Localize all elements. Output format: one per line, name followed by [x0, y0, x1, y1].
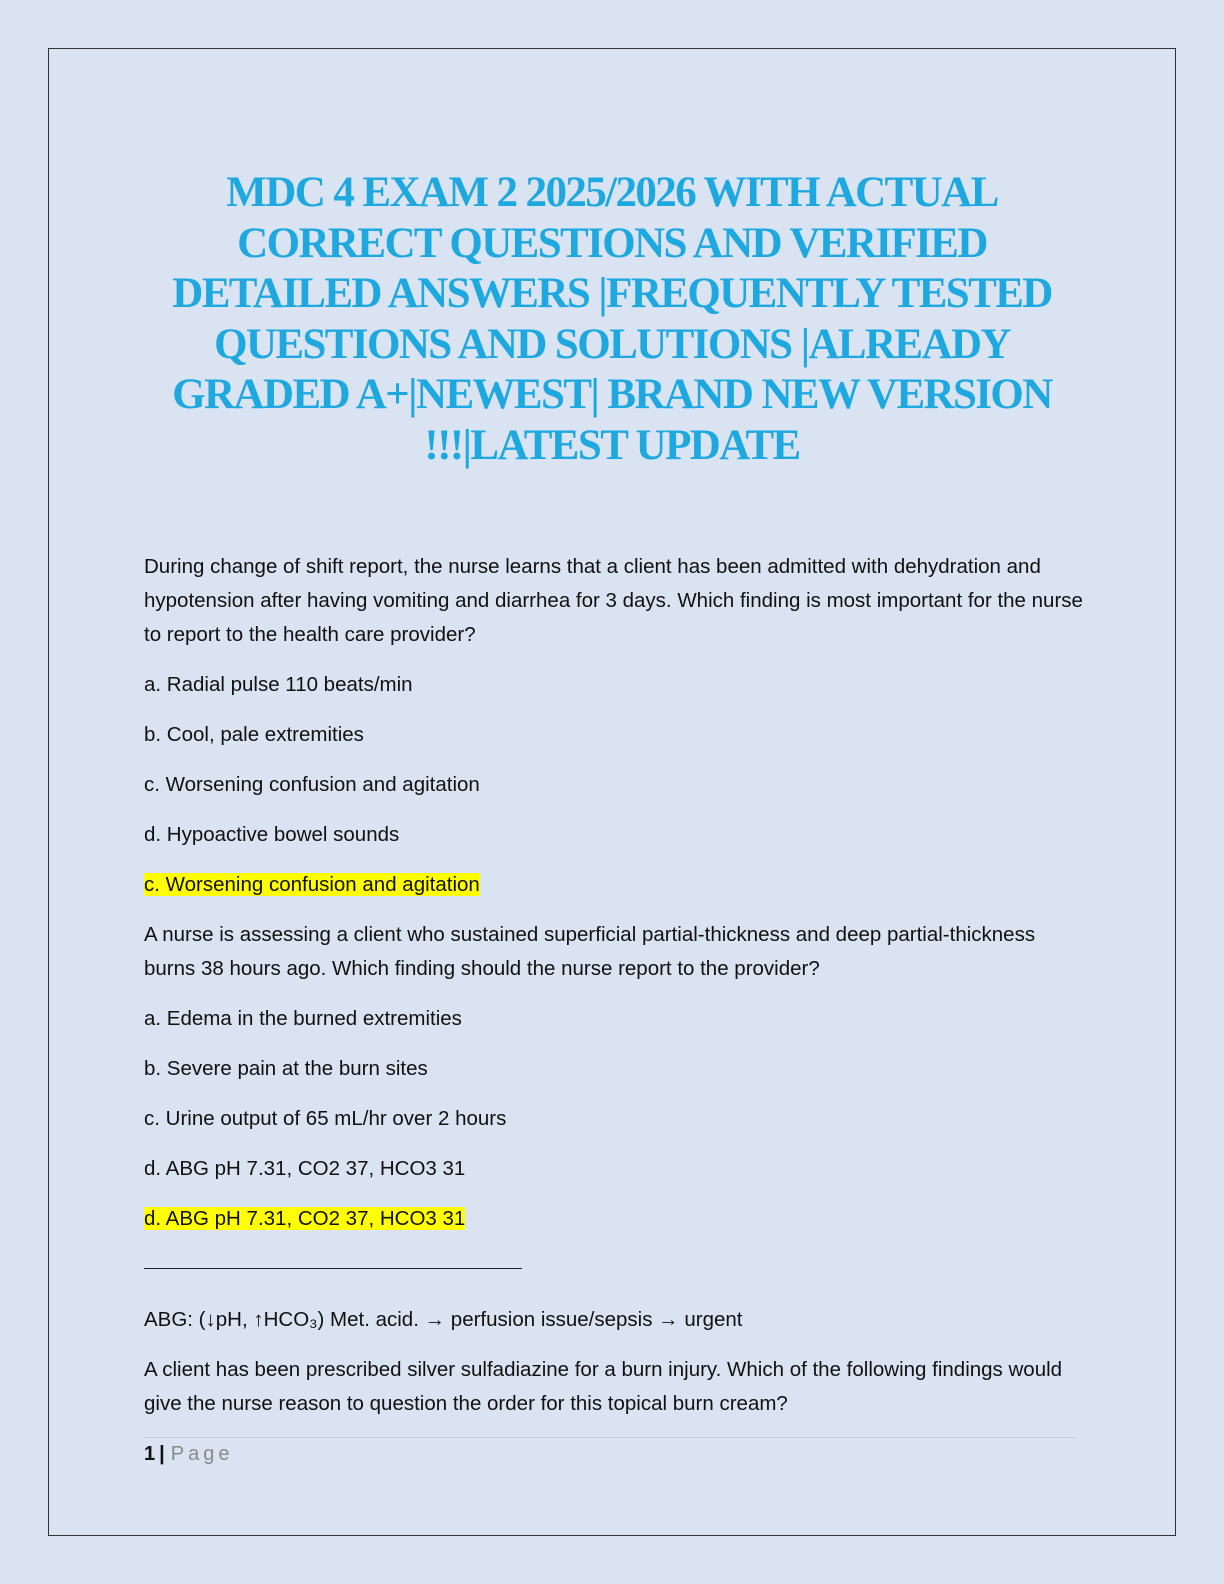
- question-2-answer-highlight: d. ABG pH 7.31, CO2 37, HCO3 31: [144, 1207, 466, 1230]
- question-1-text: During change of shift report, the nurse learns that a client has been admitted with dehydration and hypotension after having vomiting and diarrhea for 3 days. Which finding is most important for the nurse to report to the health care provider?: [144, 555, 1083, 646]
- rationale-divider: [144, 1252, 522, 1269]
- question-1-answer-highlight: c. Worsening confusion and agitation: [144, 873, 480, 896]
- question-1-answer: [144, 868, 1084, 902]
- document-title: MDC 4 EXAM 2 2025/2026 WITH ACTUAL CORRECT QUESTIONS AND VERIFIED DETAILED ANSWERS |FREQUENTLY TESTED QUESTIONS AND SOLUTIONS |ALREADY GRADED A+|NEWEST| BRAND NEW VERSION !!!|LATEST UPDATE: [172, 169, 1052, 469]
- question-2-rationale: ABG: (↓pH, ↑HCO₃) Met. acid. → perfusion issue/sepsis → urgent: [144, 1308, 743, 1331]
- question-1-option-a: a. Radial pulse 110 beats/min: [144, 673, 413, 696]
- page-number: 1: [144, 1443, 156, 1465]
- question-2-text: A nurse is assessing a client who sustained superficial partial-thickness and deep partial-thickness burns 38 hours ago. Which finding should the nurse report to the provider?: [144, 923, 1036, 980]
- question-1-option-c: c. Worsening confusion and agitation: [144, 773, 480, 796]
- question-2-option-d: d. ABG pH 7.31, CO2 37, HCO3 31: [144, 1157, 466, 1180]
- question-2-option-c: c. Urine output of 65 mL/hr over 2 hours: [144, 1107, 507, 1130]
- question-2-answer: [144, 1202, 1084, 1236]
- page-label: Page: [170, 1443, 234, 1465]
- page-footer: [144, 1439, 233, 1469]
- document-body: [144, 550, 1084, 1437]
- question-1-option-d: d. Hypoactive bowel sounds: [144, 823, 400, 846]
- footer-separator: |: [159, 1443, 165, 1465]
- footer-divider: [144, 1437, 1076, 1438]
- question-1-option-b: b. Cool, pale extremities: [144, 723, 364, 746]
- question-3-text: A client has been prescribed silver sulfadiazine for a burn injury. Which of the following findings would give the nurse reason to question the order for this topical burn cream?: [144, 1358, 1063, 1415]
- question-2-option-b: b. Severe pain at the burn sites: [144, 1057, 428, 1080]
- question-2-option-a: a. Edema in the burned extremities: [144, 1007, 462, 1030]
